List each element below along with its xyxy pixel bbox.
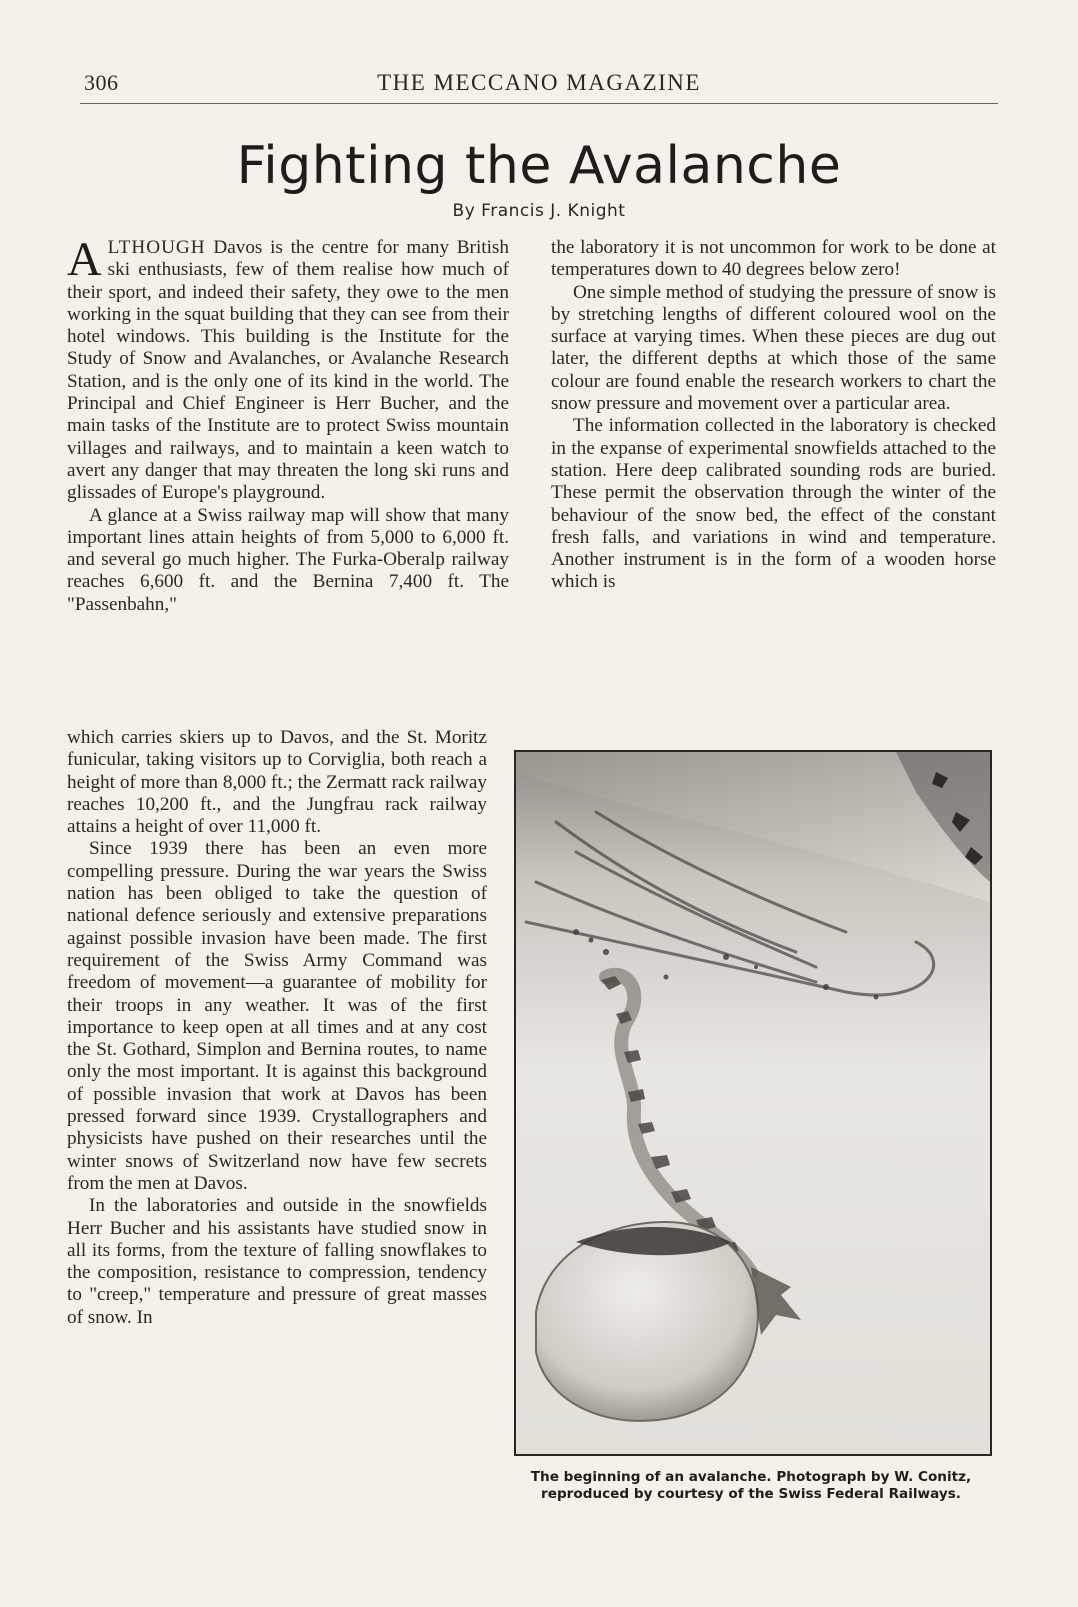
- paragraph-intro-text: Davos is the centre for many British ski enthusiasts, few of them realise how much of their sport, and indeed their safety, they owe to the men working in the squat building that they can see from their hotel windows. This building is the Institute for the Study of Snow and Avalanches, or Avalanche Research Station, and is the only one of its kind in the world. The Principal and Chief Engineer is Herr Bucher, and the main tasks of the Institute are to protect Swiss mountain villages and railways, and to maintain a keen watch to avert any danger that may threaten the long ski runs and glissades of Europe's playground.: [67, 237, 509, 504]
- paragraph-railways-a: A glance at a Swiss railway map will show that many important lines attain heights of from 5,000 to 6,000 ft. and several go much higher. The Furka-Oberalp railway reaches 6,600 ft. and the Bernina 7,400 ft. The "Passenbahn,": [67, 504, 509, 615]
- left-column-top: [67, 233, 509, 616]
- avalanche-photo-image: [516, 752, 990, 1454]
- header-rule: [80, 103, 998, 104]
- left-column-bottom: [67, 727, 487, 1329]
- paragraph-intro: [67, 233, 509, 505]
- opening-caps: LTHOUGH: [107, 237, 206, 258]
- running-head: THE MECCANO MAGAZINE: [377, 70, 701, 95]
- paragraph-laboratories: In the laboratories and outside in the snowfields Herr Bucher and his assistants have studied snow in all its forms, from the texture of falling snowflakes to the composition, resistance to compression, tendency to "creep," temperature and pressure of great masses of snow. In: [67, 1195, 487, 1328]
- right-column: [551, 237, 996, 594]
- paragraph-coloured-wool: One simple method of studying the pressure of snow is by stretching lengths of different coloured wool on the surface at varying times. When these pieces are dug out later, the different depths at which those of the same colour are found enable the research workers to chart the snow pressure and movement over a particular area.: [551, 281, 996, 415]
- article-byline: By Francis J. Knight: [452, 201, 626, 221]
- article-title: Fighting the Avalanche: [236, 136, 842, 196]
- paragraph-since-1939: Since 1939 there has been an even more compelling pressure. During the war years the Swiss nation has been obliged to take the question of national defence seriously and extensive preparations against possible invasion have been made. The first requirement of the Swiss Army Command was freedom of movement—a guarantee of mobility for their troops in any weather. It was of the first importance to keep open at all times and at any cost the St. Gothard, Simplon and Bernina routes, to name only the most important. It is against this background of possible invasion that work at Davos has been pressed forward since 1939. Crystallographers and physicists have pushed on their researches until the winter snows of Switzerland now have few secrets from the men at Davos.: [67, 838, 487, 1194]
- photo-caption: The beginning of an avalanche. Photograph by W. Conitz, reproduced by courtesy of the Swiss Federal Railways.: [530, 1469, 972, 1502]
- paragraph-snowfields: The information collected in the laboratory is checked in the expanse of experimental snowfields attached to the station. Here deep calibrated sounding rods are buried. These permit the observation through the winter of the behaviour of the snow bed, the effect of the constant fresh falls, and variations in wind and temperature. Another instrument is in the form of a wooden horse which is: [551, 415, 996, 593]
- paragraph-laboratory-temps: the laboratory it is not uncommon for work to be done at temperatures down to 40 degrees below zero!: [551, 237, 996, 281]
- paragraph-railways-b: which carries skiers up to Davos, and the St. Moritz funicular, taking visitors up to Corviglia, both reach a height of more than 8,000 ft.; the Zermatt rack railway reaches 10,200 ft., and the Jungfrau rack railway attains a height of over 11,000 ft.: [67, 727, 487, 838]
- page-number: 306: [84, 70, 119, 95]
- drop-cap: A: [67, 233, 102, 286]
- avalanche-photograph: [514, 750, 992, 1456]
